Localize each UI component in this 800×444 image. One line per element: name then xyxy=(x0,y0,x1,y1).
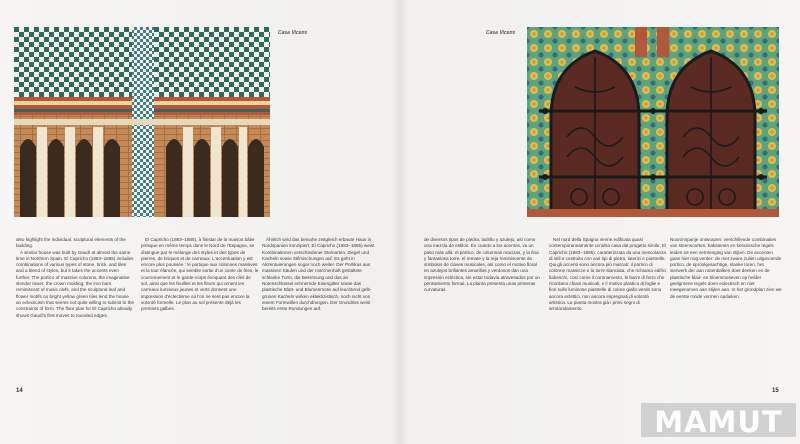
logo-text: MAMUT xyxy=(654,405,783,439)
facade-photo-left xyxy=(14,27,270,217)
text-column-dutch xyxy=(670,237,782,300)
ironwork-illustration xyxy=(527,27,779,217)
paragraph: de diversos tipos de piedra, ladrillo y azulejo, así como una mezcla de estilos. En cuanto a los acentos, va un paso más allá: el pórtico, de columnas macizas, y la fina y fantasiosa torre, el remate y la reja reminiscente de símbolos de claves musicales, así como el motivo floral en azulejos brillantes amarillos y verdosos dan una impresión ecléctica, sin estar todavía atravesados por un pensamiento formal. La planta presenta unas primeras curvaturas. xyxy=(424,237,540,293)
text-column-french xyxy=(141,237,259,313)
page-number-right: 15 xyxy=(772,388,779,394)
paragraph: El Capricho (1883–1885), à finistar de la maison bâtie presque en même temps dans le Nord de l'Espagne, se distingue par le mélange des styles et des types de pierres, de briques et de carreaux. L'accentuation y est encore plus poussée : le portique aux colonnes massives et la tour élancée, qui semble sortie d'un conte de fées, le couronnement et le garde-corps évoquant des clés de sol, ainsi que les feuilles et les fleurs qui ornent les carreaux lumineux jaunes et verts donnent une impression d'éclectisme où l'on ne sent pas encore la volonté formelle. Le plan au sol présente déjà les premiers galbes. xyxy=(141,237,259,312)
text-column-german xyxy=(262,237,380,313)
paragraph: Noord-Spanje ontworpen: verschillende combinaties van steensoorten, bakstenen en keramische tegels leiden tot een vermenging van stijlen. De accenten gaan hier nog verder: de met zware zuilen uitgevoerde portico, de sprookjesachtige, slanke toren, het sierwerk der aan notenbalken doet denken en de plastische blad- en bloemmotieven op helder geelgroene tegels doen eclectisch en niet meegenomen aan stijlen aan. In het grondplan zien we de eerste ronde vormen opduiken. xyxy=(670,237,782,299)
running-head-right: Casa Vicens xyxy=(486,30,516,36)
paragraph: also highlight the individual, sculptural elements of the building. xyxy=(16,237,126,249)
text-column-english xyxy=(16,237,134,319)
paragraph: A similar house was built by Gaudí at almost the same time in Northern Spain. El Capricho (1883–1885) includes combinations of various types of stone, brick, and tiles and a blend of styles, but it takes the accents even further. The portico of massive columns, the imaginative slender tower, the crown molding, the iron bars reminiscent of music clefs, and the sculptural leaf and flower motifs on bright yellow green tiles lend the house an eclecticism that seems not quite willing to submit to the constraints of form. The floor plan for El Capricho already shows Gaudí's first moves to rounded edges. xyxy=(16,249,134,318)
running-head-left: Casa Vicens xyxy=(278,30,308,36)
watermark-logo xyxy=(641,403,796,437)
page-number-left: 14 xyxy=(16,388,23,394)
paragraph: Ähnlich wird das beinahe zeitgleich erbaute Haus in Nordspanien konzipiert. El Capricho (1883–1885) weist Kombinationen verschiedener Steinarten, Ziegel und Kacheln sowie Stilmischungen auf. Es geht in Akzentuierungen sogar noch weiter. Der Portikus aus massiven Säulen und der märchenhaft gestaltete schlanke Turm, die Bekrönung und das an Notenschlüssel erinnernde Eisengitter sowie das plastische Blatt- und Blumenmotiv auf leuchtend gelb-grünen Kacheln wirken eklektizistisch, noch nicht von einem Formwillen durchdrungen. Der Grundriss weist bereits erste Rundungen auf. xyxy=(262,237,375,312)
paragraph: Nel nord della Spagna venne edificata quasi contemporaneamente un'altra casa dal progetto simile, El Capricho (1883–1885), caratterizzata da una mescolanza di stili e costruita con vari tipi di pietra, laterizi e piastrelle. Qui gli accenti sono ancora più marcati: il portico di colonne massicce e la torre slanciata, che richiama edifici fiabeschi, così come il coronamento, le barre di ferro che ricordano chiavi musicali, e il motivo plastico di foglie e fiori sulle luminose piastrelle di colore giallo-verde sono ancora eclettici, non ancora impregnati di volontà artistica. La pianta mostra già i primi segni di arrotondamento. xyxy=(549,237,667,312)
facade-illustration xyxy=(14,27,270,217)
grille-photo-right xyxy=(527,27,779,217)
text-column-italian xyxy=(549,237,667,313)
text-column-spanish xyxy=(424,237,542,294)
